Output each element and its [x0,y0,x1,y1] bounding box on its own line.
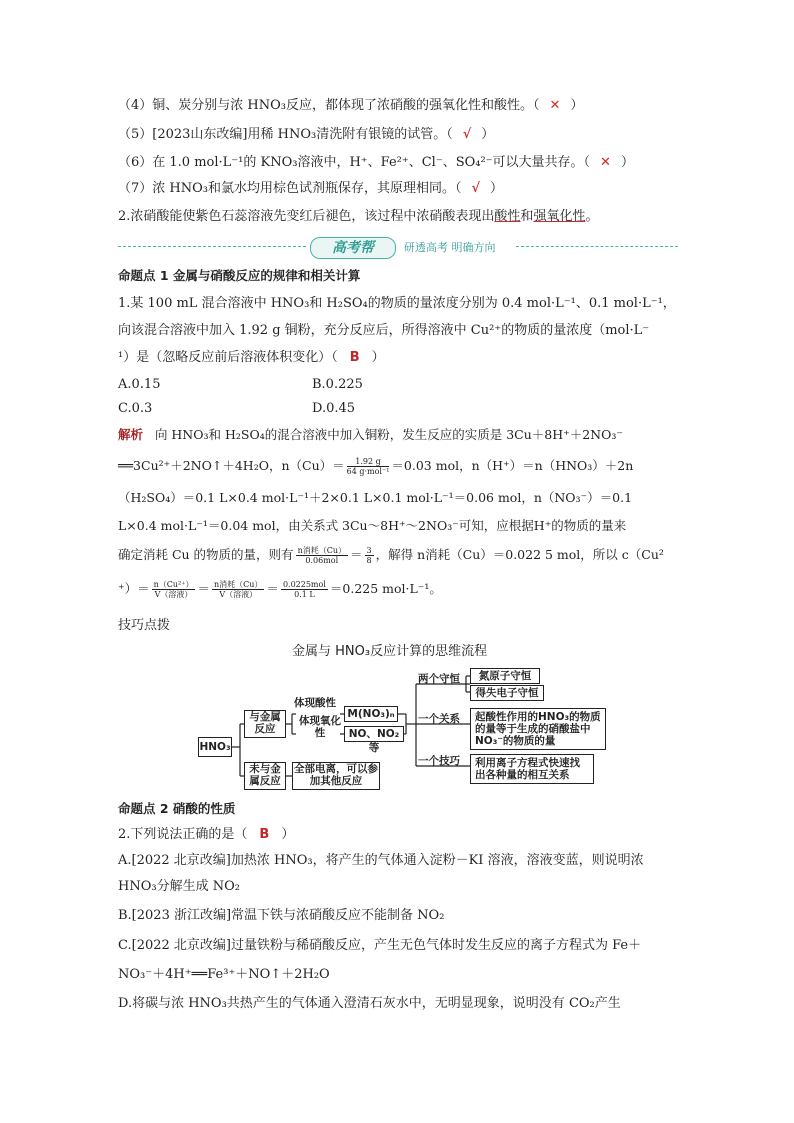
flow-relation-box: 起酸性作用的HNO₃的物质的量等于生成的硝酸盐中NO₃⁻的物质的量 [470,708,606,750]
check-mark-icon: √ [462,127,472,142]
check-mark-icon: √ [471,181,481,196]
solution-line: （H₂SO₄）＝0.1 L×0.4 mol·L⁻¹＋2×0.1 L×0.1 mol·L⁻¹＝0.06 mol，n（NO₃⁻）＝0.1 [118,490,633,505]
flow-oxid-label: 体现氧化性 [299,715,341,739]
solution-line: ══3Cu²⁺＋2NO↑＋4H₂O，n（Cu）＝ $\frac{1.92 g}{\text{64 g·mol⁻¹}}$ ＝0.03 mol，n（H⁺）＝n（HNO₃）＋2n [118,457,634,476]
answer-mark: B [259,827,270,842]
judgment-7: （7）浓 HNO₃和氯水均用棕色试剂瓶保存，其原理相同。（ √ ） [118,181,504,196]
option-d: D.0.45 [312,401,356,416]
point2-question: 2.下列说法正确的是（ B ） [118,827,295,842]
flow-salt-box: M(NO₃)ₙ [344,706,398,722]
point2-option-a: A.[2022 北京改编]加热浓 HNO₃，将产生的气体通入淀粉－KI 溶液，溶液变蓝，则说明浓 [118,853,644,868]
judgment-6: （6）在 1.0 mol·L⁻¹的 KNO₃溶液中，H⁺、Fe²⁺、Cl⁻、SO₄²⁻可以大量共存。（ ✕ ） [118,155,634,170]
option-a: A.0.15 [118,377,161,392]
cross-mark-icon: ✕ [549,98,561,113]
solution-line: 解析 向 HNO₃和 H₂SO₄的混合溶液中加入铜粉，发生反应的实质是 3Cu＋8H⁺＋2NO₃⁻ [118,427,623,442]
tip-label: 技巧点拨 [118,618,171,633]
point2-option-a-cont: HNO₃分解生成 NO₂ [118,879,240,894]
point2-option-c: C.[2022 北京改编]过量铁粉与稀硝酸反应，产生无色气体时发生反应的离子方程式为 Fe＋ [118,938,642,953]
judgment-4: （4）铜、炭分别与浓 HNO₃反应，都体现了浓硝酸的强氧化性和酸性。（ ✕ ） [118,98,584,113]
fraction: $\frac{\text{n（Cu²⁺）}}{\text{V（溶液）}}$ [153,580,194,599]
flow-root-box: HNO₃ [198,737,232,757]
solution-label: 解析 [118,427,144,442]
flow-law-nitrogen: 氮原子守恒 [470,668,540,684]
flow-two-laws: 两个守恒 [418,673,460,685]
flow-law-electron: 得失电子守恒 [470,685,544,701]
cross-mark-icon: ✕ [600,155,611,170]
fraction: $\frac{\text{0.0225mol}}{0.1 L}$ [282,580,326,599]
fraction: $\frac{1.92 g}{\text{64 g·mol⁻¹}}$ [346,457,390,476]
solution-line: ⁺）＝ $\frac{\text{n（Cu²⁺）}}{\text{V（溶液）}}$ ＝ $\frac{\text{n消耗（Cu）}}{\text{V（溶液）}}$ ＝ $\frac{\text{0.0225mol}}{0.1 L}$ ＝0.225 mol·L⁻¹。 [118,580,442,599]
point2-option-b: B.[2023 浙江改编]常温下铁与浓硝酸反应不能制备 NO₂ [118,908,445,923]
point2-heading: 命题点 2 硝酸的性质 [118,801,236,816]
point1-question-line: 1.某 100 mL 混合溶液中 HNO₃和 H₂SO₄的物质的量浓度分别为 0.4 mol·L⁻¹、0.1 mol·L⁻¹， [118,296,676,311]
fill-question-2: 2.浓硝酸能使紫色石蕊溶液先变红后褪色，该过程中浓硝酸表现出酸性和强氧化性。 [118,209,599,224]
point1-question-line: 向该混合溶液中加入 1.92 g 铜粉，充分反应后，所得溶液中 Cu²⁺的物质的量浓度（mol·L⁻ [118,323,650,338]
flow-one-skill: 一个技巧 [418,755,460,767]
solution-line: 确定消耗 Cu 的物质的量，则有 $\frac{\text{n消耗（Cu）}}{\text{0.06mol}}$ ＝ $\frac{3}{8}$ ，解得 n消耗（Cu）＝0.022 5 mol，所以 c（Cu² [118,546,664,565]
banner-tagline: 研透高考 明确方向 [404,241,496,254]
flow-ion-box: 全部电离，可以参加其他反应 [292,762,380,790]
flow-one-relation: 一个关系 [418,713,460,725]
option-b: B.0.225 [312,377,363,392]
fraction: $\frac{\text{n消耗（Cu）}}{\text{V（溶液）}}$ [213,580,263,599]
flow-skill-box: 利用离子方程式快速找出各种量的相互关系 [470,754,594,784]
answer-mark: B [349,350,360,365]
flow-branch-metal: 与金属反应 [244,710,286,738]
point1-heading: 命题点 1 金属与硝酸反应的规律和相关计算 [118,268,361,283]
banner-title: 高考帮 [310,237,396,259]
flow-gas-box: NO、NO₂等 [344,726,404,742]
point2-option-c-cont: NO₃⁻＋4H⁺══Fe³⁺＋NO↑＋2H₂O [118,967,330,982]
banner-divider-right [516,246,678,247]
option-c: C.0.3 [118,401,153,416]
flow-branch-nonmetal: 未与金属反应 [244,762,286,790]
banner-divider-left [118,246,306,247]
flow-acid-label: 体现酸性 [294,697,336,709]
judgment-5: （5）[2023山东改编]用稀 HNO₃清洗附有银镜的试管。（ √ ） [118,127,495,142]
gaokao-banner [118,236,678,258]
flow-title: 金属与 HNO₃反应计算的思维流程 [292,644,488,659]
point2-option-d: D.将碳与浓 HNO₃共热产生的气体通入澄清石灰水中，无明显现象，说明没有 CO₂产生 [118,996,621,1011]
fraction: $\frac{3}{8}$ [366,546,372,565]
solution-line: L×0.4 mol·L⁻¹＝0.04 mol，由关系式 3Cu～8H⁺～2NO₃⁻可知，应根据H⁺的物质的量来 [118,518,627,533]
fraction: $\frac{\text{n消耗（Cu）}}{\text{0.06mol}}$ [297,546,346,565]
point1-question-line: ¹）是（忽略反应前后溶液体积变化）（ B ） [118,350,385,365]
